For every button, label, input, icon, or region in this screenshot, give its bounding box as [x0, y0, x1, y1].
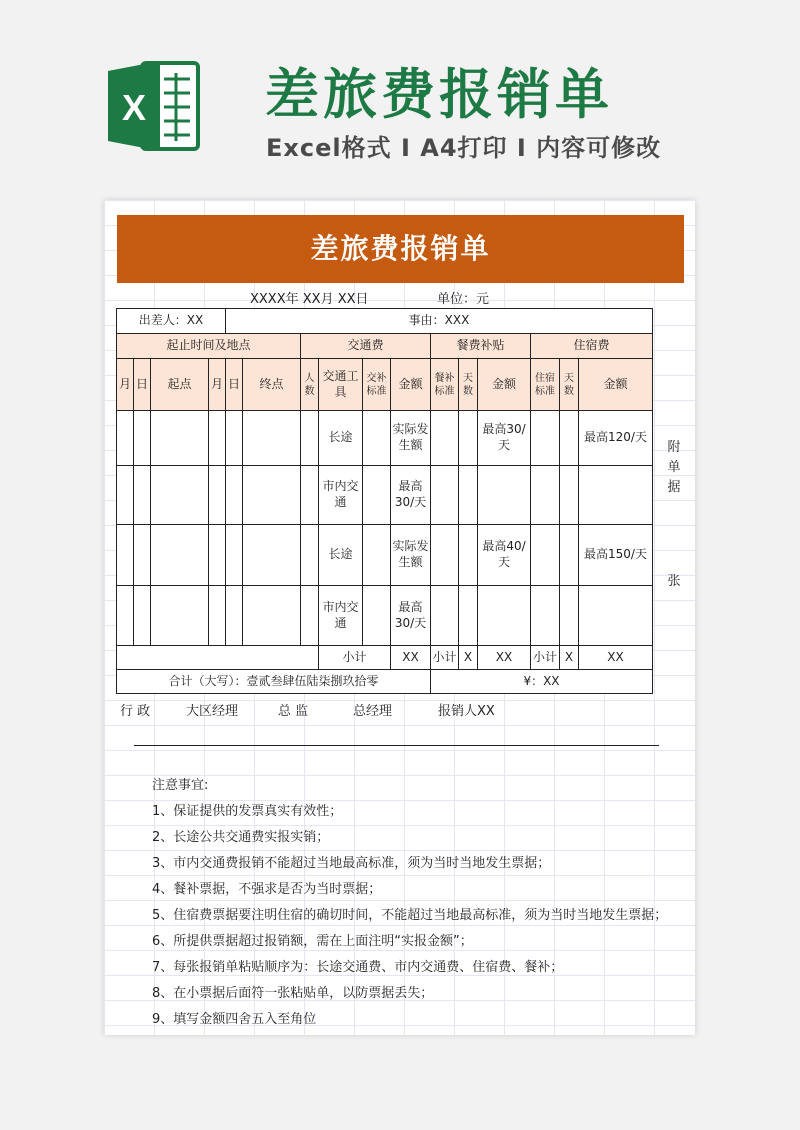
row-amount: 最高30/天 [391, 466, 431, 525]
row-amount: 实际发生额 [391, 525, 431, 586]
col-day: 日 [134, 359, 151, 411]
col-lodging-days: 天数 [560, 359, 579, 411]
note-item: 6、所提供票据超过报销额，需在上面注明“实报金额”； [152, 934, 473, 949]
row-meal-amount: 最高40/天 [478, 525, 531, 586]
table-row [117, 586, 653, 646]
col-lodging-amount: 金额 [579, 359, 653, 411]
col-to: 终点 [243, 359, 301, 411]
form-header: 差旅费报销单 [117, 215, 684, 283]
sig-regional-manager: 大区经理 [186, 704, 239, 719]
row-amount: 实际发生额 [391, 411, 431, 466]
subtotal-row [117, 646, 653, 670]
group-lodging: 住宿费 [531, 334, 653, 359]
signature-line [134, 745, 659, 746]
row-lodging-amount [579, 466, 653, 525]
row-vehicle: 长途 [319, 525, 363, 586]
traveler-field[interactable]: 出差人：XX [117, 309, 226, 334]
total-upper[interactable]: 合计（大写）：壹贰叁肆伍陆柒捌玖拾零 [117, 670, 431, 694]
subtotal-label: 小计 [431, 646, 459, 670]
col-allowance-std: 交补标准 [363, 359, 391, 411]
row-vehicle: 市内交通 [319, 586, 363, 646]
group-transport: 交通费 [301, 334, 431, 359]
note-item: 3、市内交通费报销不能超过当地最高标准，须为当时当地发生票据； [152, 856, 551, 871]
table-row [117, 411, 653, 466]
subtotal-meal-days[interactable]: X [459, 646, 478, 670]
row-meal-amount [478, 466, 531, 525]
group-time-place: 起止时间及地点 [117, 334, 301, 359]
banner-subtitle: Excel格式 I A4打印 I 内容可修改 [266, 134, 662, 162]
note-item: 4、餐补票据，不强求是否为当时票据； [152, 882, 382, 897]
row-meal-amount [478, 586, 531, 646]
subtotal-label: 小计 [319, 646, 391, 670]
attachment-unit: 张 [667, 574, 681, 589]
row-lodging-amount: 最高120/天 [579, 411, 653, 466]
expense-table [116, 308, 653, 694]
subtotal-lodging-days[interactable]: X [560, 646, 579, 670]
form-unit: 单位：元 [437, 292, 490, 307]
row-lodging-amount: 最高150/天 [579, 525, 653, 586]
row-amount: 最高30/天 [391, 586, 431, 646]
row-meal-amount: 最高30/天 [478, 411, 531, 466]
note-item: 5、住宿费票据要注明住宿的确切时间，不能超过当地最高标准，须为当时当地发生票据； [152, 908, 668, 923]
sig-claimant: 报销人XX [438, 704, 495, 719]
group-meal: 餐费补贴 [431, 334, 531, 359]
attachment-label: 附单据 [667, 440, 681, 495]
excel-icon-letter: X [121, 87, 147, 128]
row-vehicle: 市内交通 [319, 466, 363, 525]
banner-title: 差旅费报销单 [265, 63, 613, 126]
subtotal-meal-amount[interactable]: XX [478, 646, 531, 670]
subtotal-label: 小计 [531, 646, 560, 670]
col-lodging-std: 住宿标准 [531, 359, 560, 411]
table-row [117, 466, 653, 525]
signature-row [118, 700, 688, 720]
col-month-end: 月 [209, 359, 226, 411]
subtotal-lodging-amount[interactable]: XX [579, 646, 653, 670]
note-item: 1、保证提供的发票真实有效性； [152, 804, 343, 819]
notes-section [152, 773, 667, 1033]
col-meal-std: 餐补标准 [431, 359, 459, 411]
note-item: 8、在小票据后面符一张粘贴单，以防票据丢失； [152, 986, 434, 1001]
col-from: 起点 [151, 359, 209, 411]
form-date: XXXX年 XX月 XX日 [250, 292, 369, 307]
col-day-end: 日 [226, 359, 243, 411]
sig-director: 总 监 [278, 704, 309, 719]
col-people: 人数 [301, 359, 319, 411]
note-item: 7、每张报销单粘贴顺序为：长途交通费、市内交通费、住宿费、餐补； [152, 960, 564, 975]
excel-icon [104, 57, 202, 155]
total-amount[interactable]: ¥：XX [431, 670, 653, 694]
purpose-field[interactable]: 事由：XXX [226, 309, 653, 334]
col-vehicle: 交通工具 [319, 359, 363, 411]
col-meal-amount: 金额 [478, 359, 531, 411]
col-meal-days: 天数 [459, 359, 478, 411]
subtotal-transport-amount[interactable]: XX [391, 646, 431, 670]
form-paper [104, 200, 695, 1035]
table-row [117, 525, 653, 586]
sig-general-manager: 总经理 [353, 704, 393, 719]
note-item: 2、长途公共交通费实报实销； [152, 830, 330, 845]
note-item: 9、填写金额四舍五入至角位 [152, 1012, 317, 1027]
row-lodging-amount [579, 586, 653, 646]
col-transport-amount: 金额 [391, 359, 431, 411]
notes-title: 注意事宜: [152, 778, 209, 793]
col-month: 月 [117, 359, 134, 411]
sig-admin: 行 政 [120, 704, 151, 719]
row-vehicle: 长途 [319, 411, 363, 466]
